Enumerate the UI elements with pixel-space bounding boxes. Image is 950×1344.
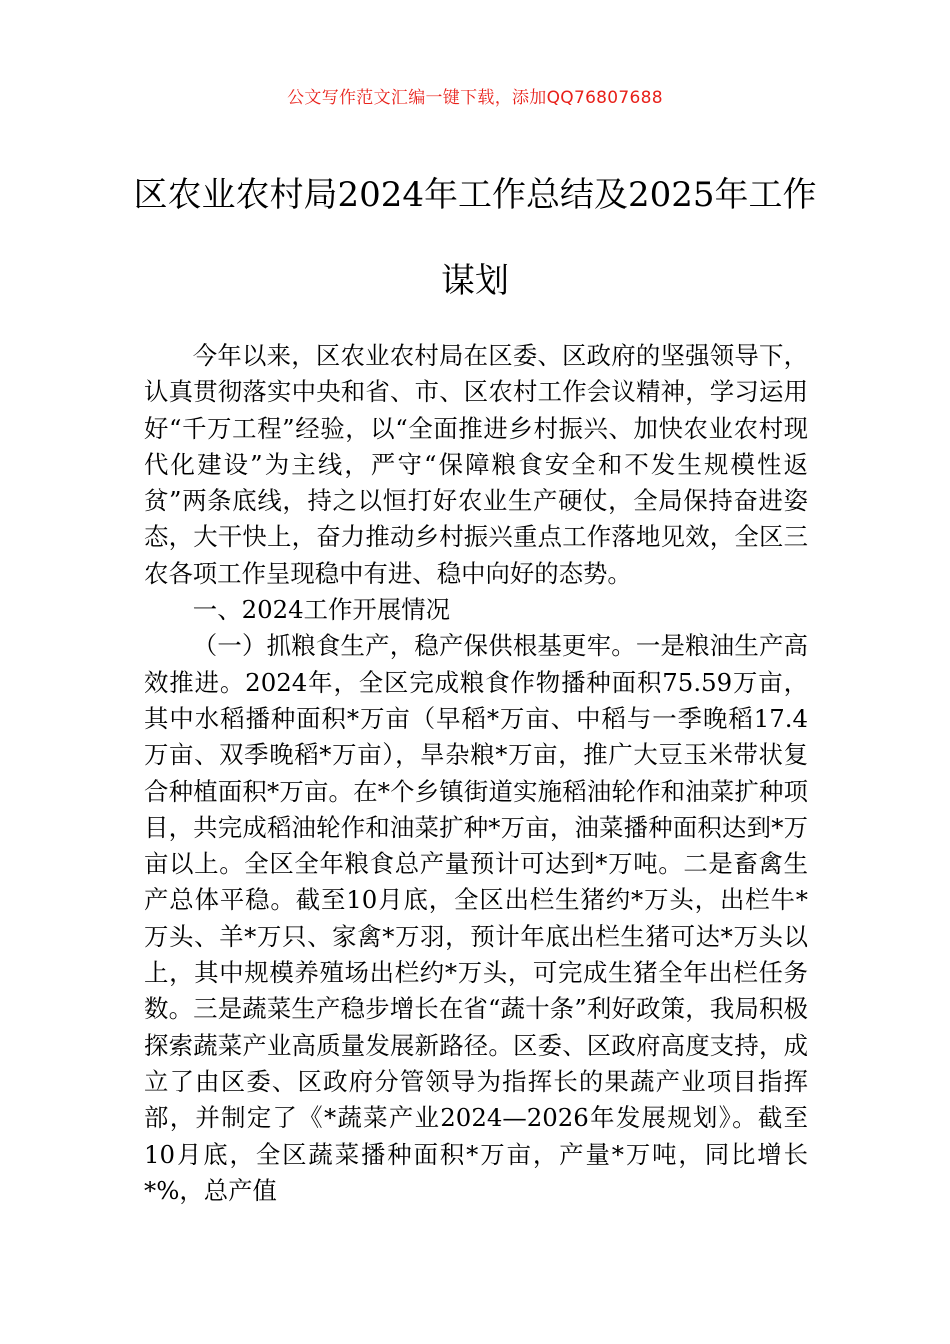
body-paragraph: （一）抓粮食生产，稳产保供根基更牢。一是粮油生产高效推进。2024年，全区完成粮食作物播种面积75.59万亩，其中水稻播种面积*万亩（早稻*万亩、中稻与一季晚稻17.4万亩、双季晚稻*万亩），旱杂粮*万亩，推广大豆玉米带状复合种植面积*万亩。在*个乡镇街道实施稻油轮作和油菜扩种项目，共完成稻油轮作和油菜扩种*万亩，油菜播种面积达到*万亩以上。全区全年粮食总产量预计可达到*万吨。二是畜禽生产总体平稳。截至10月底，全区出栏生猪约*万头，出栏牛*万头、羊*万只、家禽*万羽，预计年底出栏生猪可达*万头以上，其中规模养殖场出栏约*万头，可完成生猪全年出栏任务数。三是蔬菜生产稳步增长在省“蔬十条”利好政策，我局积极探索蔬菜产业高质量发展新路径。区委、区政府高度支持，成立了由区委、区政府分管领导为指挥长的果蔬产业项目指挥部，并制定了《*蔬菜产业2024—2026年发展规划》。截至10月底，全区蔬菜播种面积*万亩，产量*万吨，同比增长*%，总产值	[144, 631, 808, 1205]
download-notice: 公文写作范文汇编一键下载，添加QQ76807688	[287, 88, 663, 108]
document-title: 区农业农村局2024年工作总结及2025年工作谋划	[133, 175, 817, 301]
section-heading: 一、2024工作开展情况	[192, 595, 450, 625]
intro-paragraph: 今年以来，区农业农村局在区委、区政府的坚强领导下，认真贯彻落实中央和省、市、区农村工作会议精神，学习运用好“千万工程”经验，以“全面推进乡村振兴、加快农业农村现代化建设”为主线，严守“保障粮食安全和不发生规模性返贫”两条底线，持之以恒打好农业生产硬仗，全局保持奋进姿态，大干快上，奋力推动乡村振兴重点工作落地见效，全区三农各项工作呈现稳中有进、稳中向好的态势。	[144, 341, 808, 588]
document-body	[144, 338, 808, 1209]
